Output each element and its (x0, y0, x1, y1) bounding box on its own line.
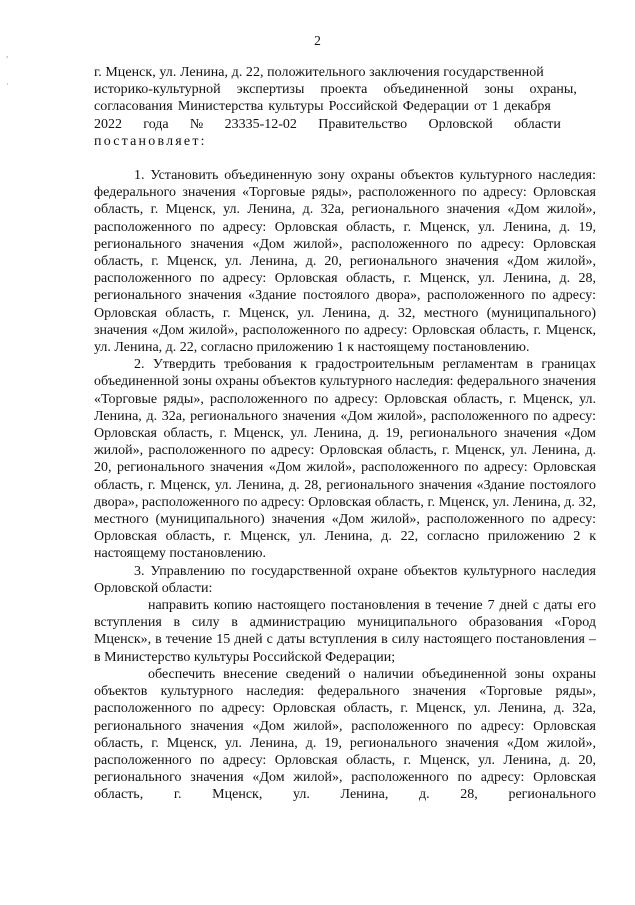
document-body (94, 167, 596, 804)
page-number: 2 (314, 33, 321, 48)
intro-line: г. Мценск, ул. Ленина, д. 22, положительного заключения государственной (94, 65, 544, 80)
intro-block (94, 64, 596, 150)
paragraph-2: 2. Утвердить требования к градостроительным регламентам в границах объединенной зоны охраны объектов культурного наследия: федерального значения «Торговые ряды», расположенного по адресу: Орловская область, г. Мценск, ул. Ленина, д. 32а, регионального значения «Дом жилой», расположенного по адресу: Орловская область, г. Мценск, ул. Ленина, д. 19, регионального значения «Дом жилой», расположенного по адресу: Орловская область, г. Мценск, ул. Ленина, д. 20, регионального значения «Дом жилой», расположенного по адресу: Орловская область, г. Мценск, ул. Ленина, д. 28, регионального значения «Здание постоялого двора», расположенного по адресу: Орловская область, г. Мценск, ул. Ленина, д. 32, местного (муниципального) значения «Дом жилой», расположенного по адресу: Орловская область, г. Мценск, ул. Ленина, д. 22, согласно приложению 2 к настоящему постановлению. (94, 357, 596, 562)
paragraph-3-item-1: направить копию настоящего постановления в течение 7 дней с даты его вступления в силу в администрацию муниципального образования «Город Мценск», в течение 15 дней с даты вступления в силу настоящего постановления – в Министерство культуры Российской Федерации; (94, 598, 596, 665)
scan-edge-mark: · (6, 79, 9, 89)
paragraph-3: 3. Управлению по государственной охране объектов культурного наследия Орловской области: (94, 563, 596, 596)
paragraph-1: 1. Установить объединенную зону охраны объектов культурного наследия: федерального значения «Торговые ряды», расположенного по адресу: Орловская область, г. Мценск, ул. Ленина, д. 32а, регионального значения «Дом жилой», расположенного по адресу: Орловская область, г. Мценск, ул. Ленина, д. 19, регионального значения «Дом жилой», расположенного по адресу: Орловская область, г. Мценск, ул. Ленина, д. 20, регионального значения «Дом жилой», расположенного по адресу: Орловская область, г. Мценск, ул. Ленина, д. 28, регионального значения «Здание постоялого двора», расположенного по адресу: Орловская область, г. Мценск, ул. Ленина, д. 32, местного (муниципального) значения «Дом жилой», расположенного по адресу: Орловская область, г. Мценск, ул. Ленина, д. 22, согласно приложению 1 к настоящему постановлению. (94, 168, 596, 356)
paragraph-3-item-2: обеспечить внесение сведений о наличии объединенной зоны охраны объектов культурного наследия: федерального значения «Торговые ряды», расположенного по адресу: Орловская область, г. Мценск, ул. Ленина, д. 32а, регионального значения «Дом жилой», расположенного по адресу: Орловская область, г. Мценск, ул. Ленина, д. 19, регионального значения «Дом жилой», расположенного по адресу: Орловская область, г. Мценск, ул. Ленина, д. 20, регионального значения «Дом жилой», расположенного по адресу: Орловская область, г. Мценск, ул. Ленина, д. 28, регионального (94, 666, 596, 803)
intro-line: 2022 года № 23335-12-02 Правительство Орловской области (94, 116, 561, 132)
intro-line: согласования Министерства культуры Российской Федерации от 1 декабря (94, 99, 551, 115)
resolution-keyword: постановляет: (94, 133, 207, 149)
scan-edge-mark: , (6, 49, 9, 59)
intro-line: историко-культурной экспертизы проекта объединенной зоны охраны, (94, 82, 577, 98)
